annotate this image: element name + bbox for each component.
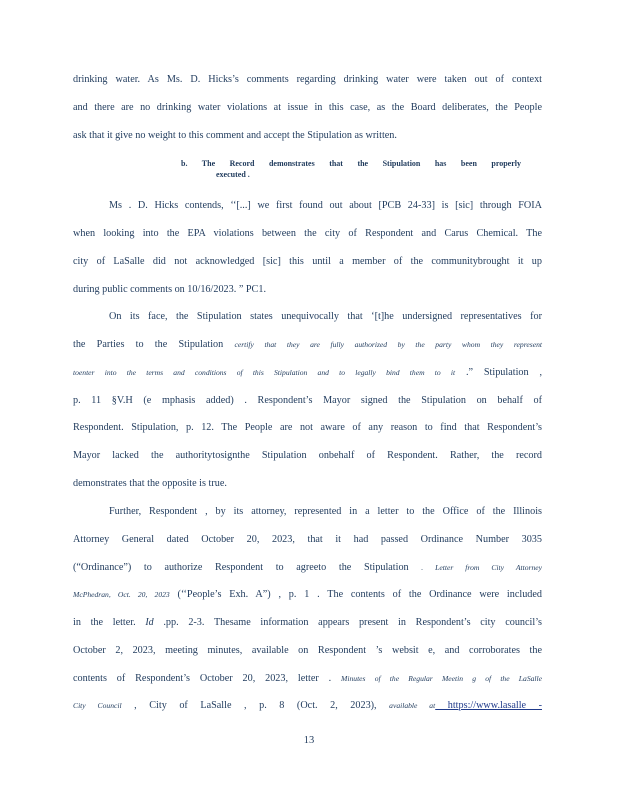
- body-line: drinking water. As Ms. D. Hicks’s comments regarding drinking water were taken out of context: [73, 74, 542, 85]
- body-line: Mayor lacked the authoritytosignthe Stipulation onbehalf of Respondent. Rather, the record: [73, 450, 542, 461]
- body-line: and there are no drinking water violations at issue in this case, as the Board deliberates, the People: [73, 102, 542, 113]
- body-line: [73, 700, 542, 712]
- citation-text: City Council: [73, 701, 122, 710]
- body-line: [73, 367, 542, 379]
- body-line: demonstrates that the opposite is true.: [73, 478, 227, 489]
- body-line: [73, 562, 542, 574]
- section-heading: b. The Record demonstrates that the Stipulation has been properly: [181, 159, 521, 168]
- body-line: [73, 673, 542, 685]
- body-line: [73, 617, 542, 629]
- citation-text: McPhedran, Oct. 20, 2023: [73, 590, 170, 599]
- section-heading-cont: executed .: [216, 170, 250, 179]
- quoted-text: toenter into the terms and conditions of this Stipulation and to legally bind them to it: [73, 368, 456, 377]
- text-run: (‘‘People’s Exh. A”) , p. 1 . The contents of the Ordinance were included: [169, 589, 543, 600]
- body-line: during public comments on 10/16/2023. ” PC1.: [73, 284, 266, 295]
- body-line: [73, 339, 542, 351]
- text-run: contents of Respondent’s October 20, 2023, letter .: [73, 673, 342, 684]
- text-run: .pp. 2-3. Thesame information appears present in Respondent’s city council’s: [153, 617, 542, 628]
- body-line: On its face, the Stipulation states unequivocally that ‘[t]he undersigned representatives for: [109, 311, 542, 322]
- body-line: Attorney General dated October 20, 2023, that it had passed Ordinance Number 3035: [73, 534, 542, 545]
- page-number: 13: [303, 735, 315, 746]
- body-line: when looking into the EPA violations between the city of Respondent and Carus Chemical. The: [73, 228, 542, 239]
- citation-text: Id: [145, 617, 154, 628]
- text-run: the Parties to the Stipulation: [73, 339, 235, 350]
- body-line: Further, Respondent , by its attorney, represented in a letter to the Office of the Illinois: [109, 506, 542, 517]
- citation-text: available at: [389, 701, 436, 710]
- citation-text: . Letter from City Attorney: [421, 563, 542, 572]
- body-line: city of LaSalle did not acknowledged [sic] this until a member of the communitybrought it up: [73, 256, 542, 267]
- citation-link[interactable]: https://www.lasalle -: [435, 700, 542, 711]
- body-line: [73, 589, 542, 601]
- body-line: Ms . D. Hicks contends, ‘‘[...] we first found out about [PCB 24-33] is [sic] through FOIA: [109, 200, 542, 211]
- text-run: , City of LaSalle , p. 8 (Oct. 2, 2023),: [121, 700, 390, 711]
- body-line: October 2, 2023, meeting minutes, available on Respondent ’s websit e, and corroborates the: [73, 645, 542, 656]
- body-line: ask that it give no weight to this comment and accept the Stipulation as written.: [73, 130, 397, 141]
- body-line: p. 11 §V.H (e mphasis added) . Respondent’s Mayor signed the Stipulation on behalf of: [73, 395, 542, 406]
- text-run: (“Ordinance”) to authorize Respondent to agreeto the Stipulation: [73, 562, 422, 573]
- citation-text: Minutes of the Regular Meetin g of the LaSalle: [341, 674, 542, 683]
- text-run: .” Stipulation ,: [455, 367, 542, 378]
- text-run: in the letter.: [73, 617, 146, 628]
- quoted-text: certify that they are fully authorized by the party whom they represent: [234, 340, 542, 349]
- body-line: Respondent. Stipulation, p. 12. The People are not aware of any reason to find that Respondent’s: [73, 422, 542, 433]
